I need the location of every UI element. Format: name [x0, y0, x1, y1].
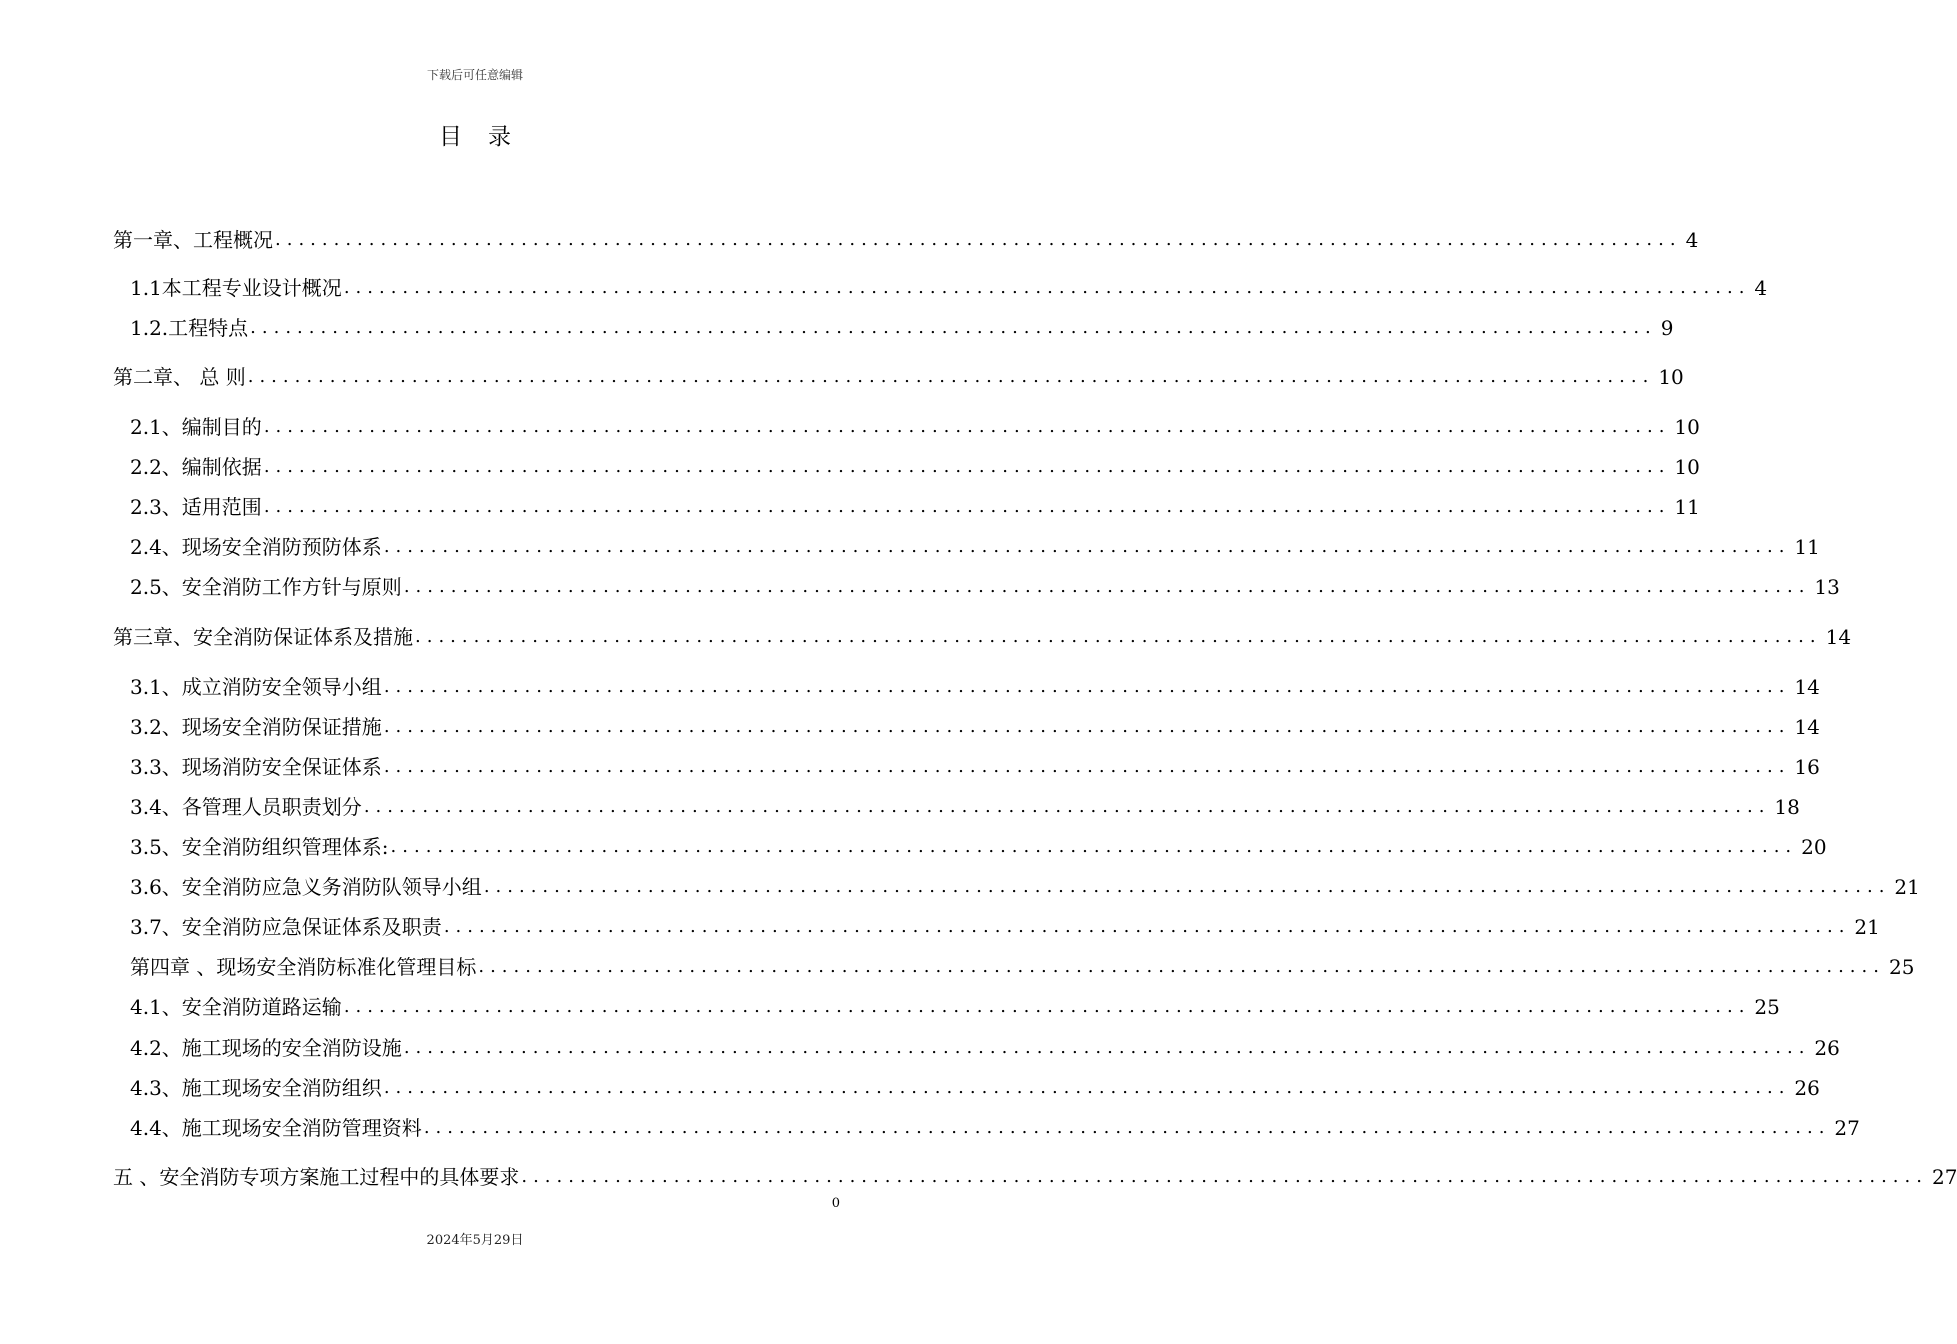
toc-entry-page: 21: [1894, 875, 1920, 899]
toc-entry-page: 27: [1931, 1165, 1957, 1189]
toc-dot-leader: ........................................................................................................................: [403, 1037, 1811, 1058]
toc-entry[interactable]: [113, 701, 1820, 741]
toc-dot-leader: ........................................................................................................................: [423, 1117, 1831, 1138]
toc-entry[interactable]: [113, 302, 1674, 342]
toc-entry[interactable]: [113, 1062, 1820, 1102]
toc-entry[interactable]: [113, 981, 1780, 1021]
toc-entry[interactable]: [113, 781, 1800, 821]
toc-entry[interactable]: [113, 351, 1684, 391]
toc-entry-label: 3.4、各管理人员职责划分: [130, 795, 362, 819]
toc-entry-label: 3.2、现场安全消防保证措施: [130, 715, 382, 739]
toc-dot-leader: ........................................................................................................................: [383, 756, 1791, 777]
toc-entry-label: 五 、安全消防专项方案施工过程中的具体要求: [113, 1165, 520, 1189]
toc-dot-leader: ........................................................................................................................: [443, 916, 1851, 937]
toc-entry-page: 10: [1658, 365, 1684, 389]
toc-dot-leader: ........................................................................................................................: [483, 876, 1891, 897]
toc-dot-leader: ........................................................................................................................: [343, 996, 1751, 1017]
toc-entry[interactable]: [113, 521, 1820, 561]
toc-entry-label: 第四章 、现场安全消防标准化管理目标: [130, 955, 477, 979]
toc-dot-leader: ........................................................................................................................: [247, 366, 1655, 387]
toc-dot-leader: ........................................................................................................................: [383, 1077, 1791, 1098]
toc-entry-page: 26: [1814, 1036, 1840, 1060]
toc-dot-leader: ........................................................................................................................: [403, 576, 1811, 597]
toc-entry-page: 25: [1888, 955, 1915, 979]
toc-entry-label: 4.2、施工现场的安全消防设施: [130, 1036, 402, 1060]
toc-entry[interactable]: [113, 611, 1852, 651]
page-number: 0: [831, 1196, 840, 1211]
toc-entry-label: 2.5、安全消防工作方针与原则: [130, 575, 402, 599]
toc-dot-leader: ........................................................................................................................: [250, 317, 1657, 338]
toc-entry[interactable]: [113, 561, 1840, 601]
toc-entry-page: 27: [1834, 1116, 1860, 1140]
toc-entry-page: 25: [1754, 995, 1780, 1019]
toc-entry-label: 4.1、安全消防道路运输: [130, 995, 342, 1019]
toc-dot-leader: ........................................................................................................................: [363, 796, 1771, 817]
toc-entry[interactable]: [113, 1022, 1840, 1062]
toc-dot-leader: ........................................................................................................................: [478, 956, 1885, 977]
footer-date: 2024年5月29日: [426, 1233, 524, 1248]
toc-entry[interactable]: [113, 401, 1700, 441]
toc-entry-page: 9: [1660, 316, 1674, 340]
toc-dot-leader: ........................................................................................................................: [521, 1166, 1928, 1187]
toc-entry[interactable]: [113, 1151, 1957, 1191]
toc-entry[interactable]: [113, 481, 1700, 521]
toc-entry[interactable]: [113, 1102, 1860, 1142]
toc-entry-page: 20: [1801, 835, 1827, 859]
toc-dot-leader: ........................................................................................................................: [263, 496, 1671, 517]
toc-entry-label: 3.7、安全消防应急保证体系及职责: [130, 915, 442, 939]
toc-entry[interactable]: [113, 741, 1820, 781]
toc-entry-page: 10: [1674, 415, 1700, 439]
toc-entry[interactable]: [113, 214, 1699, 254]
toc-entry-page: 10: [1674, 455, 1700, 479]
toc-entry-label: 4.3、施工现场安全消防组织: [130, 1076, 382, 1100]
toc-entry-label: 第一章、工程概况: [113, 228, 273, 252]
toc-entry-page: 18: [1774, 795, 1800, 819]
toc-dot-leader: ........................................................................................................................: [275, 229, 1682, 250]
toc-entry-label: 1.2.工程特点: [130, 316, 249, 340]
toc-dot-leader: ........................................................................................................................: [383, 536, 1791, 557]
toc-entry-page: 13: [1814, 575, 1840, 599]
toc-entry-page: 14: [1825, 625, 1852, 649]
toc-entry-page: 14: [1794, 715, 1820, 739]
toc-entry[interactable]: [113, 861, 1920, 901]
toc-entry[interactable]: [113, 262, 1768, 302]
toc-entry-label: 2.1、编制目的: [130, 415, 262, 439]
toc-entry-label: 3.5、安全消防组织管理体系:: [130, 835, 389, 859]
toc-entry[interactable]: [113, 441, 1700, 481]
toc-entry-label: 第三章、安全消防保证体系及措施: [113, 625, 413, 649]
toc-entry-page: 21: [1854, 915, 1880, 939]
toc-entry-label: 2.3、适用范围: [130, 495, 262, 519]
toc-entry-label: 3.1、成立消防安全领导小组: [130, 675, 382, 699]
toc-entry-label: 3.3、现场消防安全保证体系: [130, 755, 382, 779]
toc-dot-leader: ........................................................................................................................: [383, 676, 1791, 697]
toc-entry-label: 4.4、施工现场安全消防管理资料: [130, 1116, 422, 1140]
toc-dot-leader: ........................................................................................................................: [263, 416, 1671, 437]
toc-entry-label: 3.6、安全消防应急义务消防队领导小组: [130, 875, 482, 899]
header-note: 下载后可任意编辑: [426, 68, 523, 82]
toc-entry-page: 14: [1794, 675, 1820, 699]
toc-entry-page: 4: [1685, 228, 1699, 252]
toc-entry-label: 2.2、编制依据: [130, 455, 262, 479]
toc-dot-leader: ........................................................................................................................: [343, 277, 1751, 298]
toc-entry-page: 11: [1674, 495, 1700, 519]
toc-entry-page: 26: [1794, 1076, 1820, 1100]
toc-entry[interactable]: [113, 941, 1915, 981]
toc-entry-page: 16: [1794, 755, 1820, 779]
toc-entry[interactable]: [113, 661, 1820, 701]
toc-dot-leader: ........................................................................................................................: [415, 626, 1822, 647]
toc-dot-leader: ........................................................................................................................: [383, 716, 1791, 737]
toc-dot-leader: ........................................................................................................................: [390, 836, 1798, 857]
toc-entry-page: 4: [1754, 276, 1768, 300]
toc-title: 目录: [439, 124, 537, 150]
toc-entry[interactable]: [113, 901, 1880, 941]
toc-entry-label: 第二章、 总 则: [113, 365, 246, 389]
toc-dot-leader: ........................................................................................................................: [263, 456, 1671, 477]
toc-entry-label: 2.4、现场安全消防预防体系: [130, 535, 382, 559]
toc-entry-label: 1.1本工程专业设计概况: [130, 276, 342, 300]
toc-entry-page: 11: [1794, 535, 1820, 559]
toc-entry[interactable]: [113, 821, 1827, 861]
